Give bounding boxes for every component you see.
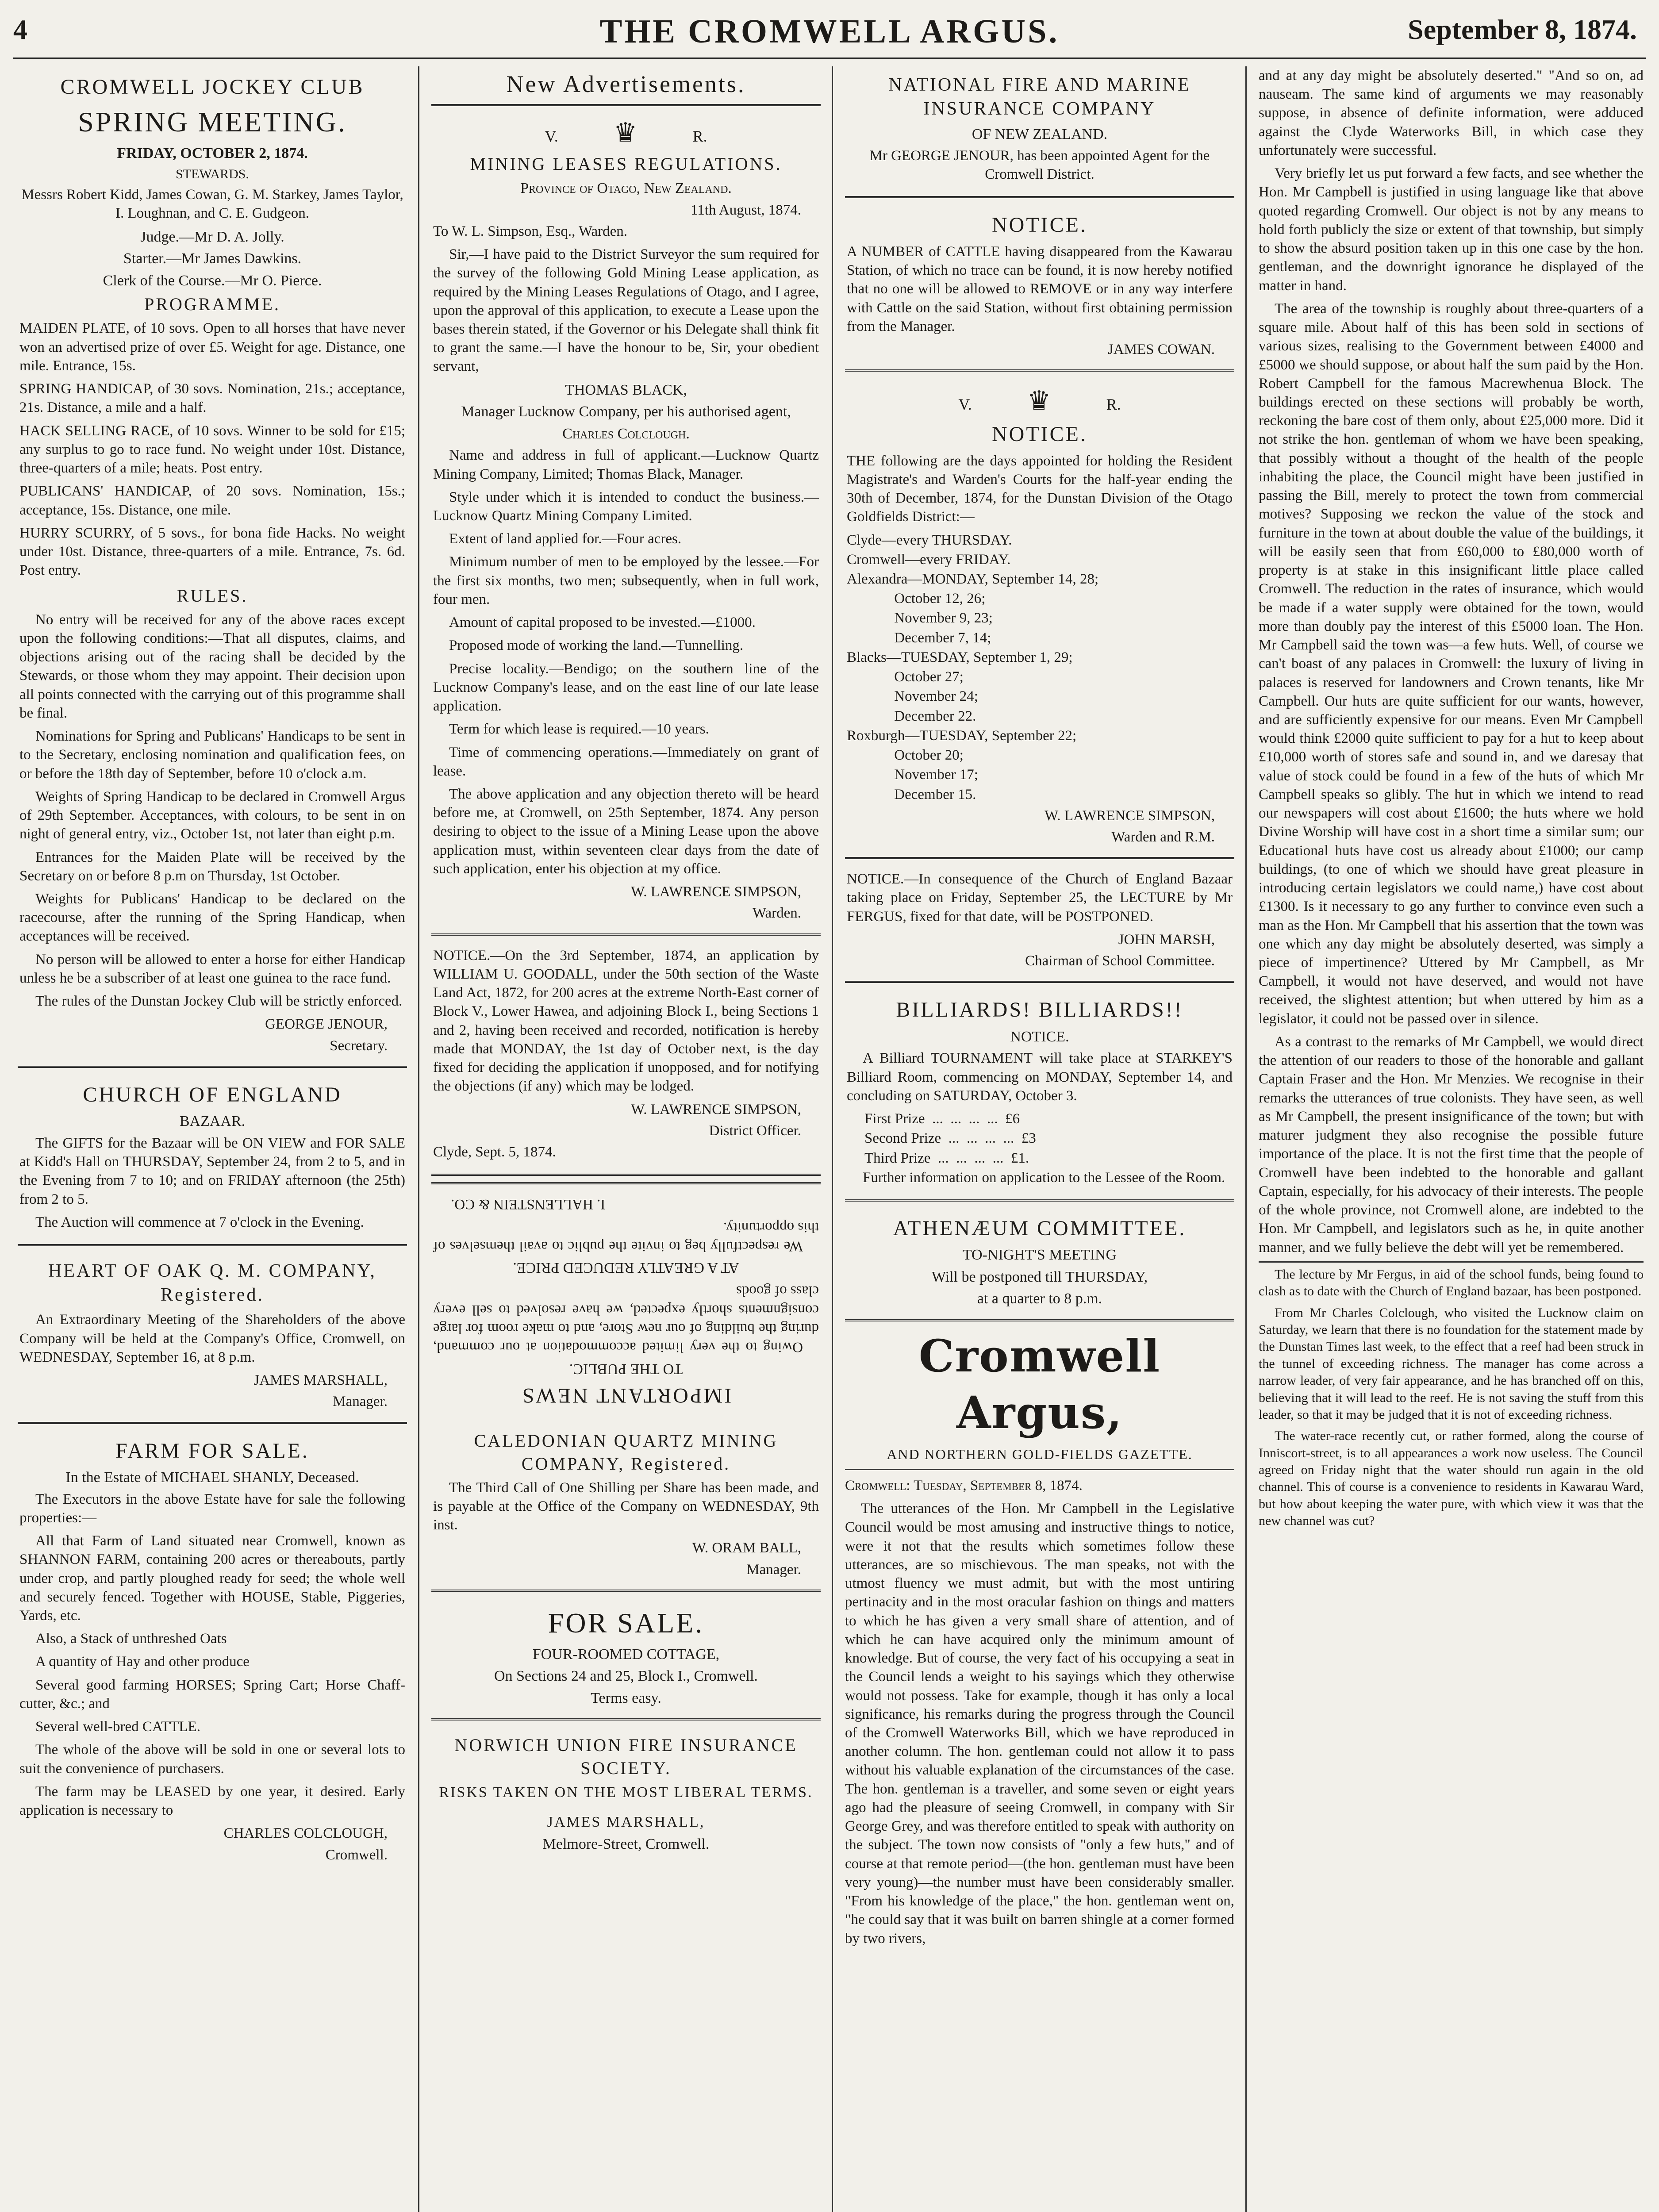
ad-body: NOTICE.—In consequence of the Church of England Bazaar taking place on Friday, September 25, the LECTURE by Mr FERGUS, fixed for that date, will be POSTPONED. <box>847 871 1233 925</box>
signature: W. LAWRENCE SIMPSON, <box>631 1101 801 1118</box>
schedule-row: Roxburgh—TUESDAY, September 22; <box>847 727 1077 744</box>
schedule-row: December 22. <box>847 708 976 724</box>
column-rule <box>832 66 833 2212</box>
ad-title: CHURCH OF ENGLAND <box>83 1083 342 1106</box>
property-item: Also, a Stack of unthreshed Oats <box>35 1631 227 1647</box>
crest-letter: R. <box>692 127 707 146</box>
signature-title: Chairman of School Committee. <box>1025 953 1215 969</box>
rule-paragraph: Weights of Spring Handicap to be declared in Cromwell Argus of 29th September. Acceptances, with colours, to be sent in on night of general entry, viz., October 1st, not later than eight p.m. <box>19 788 405 842</box>
ad-title: CALEDONIAN QUARTZ MINING COMPANY, Registered. <box>474 1431 778 1474</box>
province-line: Province of Otago, New Zealand. <box>520 180 732 197</box>
column-rule <box>418 66 419 2212</box>
newspaper-title: THE CROMWELL ARGUS. <box>599 13 1060 50</box>
stewards-label: STEWARDS. <box>176 166 249 181</box>
crest-letter: R. <box>1106 396 1121 414</box>
ad-body: The Executors in the above Estate have for sale the following properties:— <box>19 1491 405 1526</box>
signature-title: District Officer. <box>709 1122 801 1139</box>
page-header <box>13 9 1646 59</box>
schedule-row: November 9, 23; <box>847 610 993 626</box>
lease-field: Time of commencing operations.—Immediately on grant of lease. <box>433 744 819 779</box>
royal-crest <box>433 116 819 150</box>
schedule-row: November 17; <box>847 767 978 783</box>
mining-leases-ad <box>431 110 821 936</box>
ad-line: RISKS TAKEN ON THE MOST LIBERAL TERMS. <box>439 1784 813 1801</box>
signature: JOHN MARSH, <box>1118 931 1215 948</box>
ad-title: NATIONAL FIRE AND MARINE INSURANCE COMPANY <box>888 75 1191 119</box>
meeting-date: FRIDAY, OCTOBER 2, 1874. <box>117 145 308 162</box>
signature-title: Warden. <box>752 905 801 922</box>
ad-line: at a quarter to 8 p.m. <box>977 1290 1102 1307</box>
race-entry: PUBLICANS' HANDICAP, of 20 sovs. Nomination, 15s.; acceptance, 15s. Distance, one mile. <box>19 483 405 518</box>
rule-paragraph: No person will be allowed to enter a horse for either Handicap unless he be a subscriber of at least one guinea to the race fund. <box>19 951 405 986</box>
schedule-row: November 24; <box>847 688 978 705</box>
signature: W. LAWRENCE SIMPSON, <box>631 884 801 900</box>
section-heading: New Advertisements. <box>431 69 821 106</box>
clerk-line: Clerk of the Course.—Mr O. Pierce. <box>103 272 322 289</box>
rule-paragraph: Weights for Publicans' Handicap to be declared on the racecourse, after the running of the Spring Handicap, when acceptances will be received. <box>19 891 405 945</box>
rule-paragraph: Nominations for Spring and Publicans' Handicaps to be sent in to the Secretary, enclosing nomination and qualification fees, on or before the 18th day of September, before 10 o'clock a.m. <box>19 728 405 782</box>
newspaper-masthead: Cromwell Argus, <box>918 1330 1161 1439</box>
for-sale-ad <box>431 1598 821 1720</box>
ad-title: ATHENÆUM COMMITTEE. <box>893 1217 1187 1240</box>
national-insurance-ad <box>845 66 1234 198</box>
signature-title: Secretary. <box>330 1037 388 1054</box>
ad-emphasis: AT A GREATLY REDUCED PRICE. <box>513 1260 739 1276</box>
ad-body: The above application and any objection thereto will be heard before me, at Cromwell, on 25th September, 1874. Any person desiring to object to the issue of a Mining Lease upon the above application must, within seventeen clear days from the date of such application, enter his objection at my office. <box>433 786 819 877</box>
ad-heading: SPRING MEETING. <box>78 106 347 138</box>
editorial-paragraph: and at any day might be absolutely deserted." "And so on, ad nauseam. The same kind of arguments we may reasonably suppose, in absence of definite information, were adduced against the Clyde Waterworks Bill, in which case they unfortunately were successful. <box>1259 68 1644 158</box>
ad-title: NOTICE. <box>992 213 1087 237</box>
ad-subtitle: BAZAAR. <box>179 1113 246 1130</box>
important-news-ad-inverted <box>431 1182 821 1416</box>
signature-agent: Charles Colclough. <box>562 425 690 442</box>
ad-line: TO-NIGHT'S MEETING <box>962 1247 1117 1263</box>
schedule-row: October 20; <box>847 747 964 764</box>
norwich-union-ad <box>431 1727 821 1864</box>
ad-title: BILLIARDS! BILLIARDS!! <box>896 998 1183 1022</box>
ad-subtitle: OF NEW ZEALAND. <box>972 126 1108 142</box>
prize-row: First Prize ... ... ... ... £6 <box>864 1111 1020 1127</box>
billiards-ad <box>845 989 1234 1202</box>
prize-row: Third Prize ... ... ... ... £1. <box>864 1150 1029 1166</box>
ad-title: FARM FOR SALE. <box>115 1439 309 1463</box>
caledonian-ad <box>431 1422 821 1592</box>
signature-title: Manager Lucknow Company, per his authorised agent, <box>461 403 791 420</box>
schedule-row: Alexandra—MONDAY, September 14, 28; <box>847 571 1099 587</box>
prize-row: Second Prize ... ... ... ... £3 <box>864 1130 1036 1147</box>
schedule-row: December 15. <box>847 786 976 803</box>
ad-body: The farm may be LEASED by one year, it desired. Early application is necessary to <box>19 1783 405 1819</box>
lease-field: Style under which it is intended to conduct the business.—Lucknow Quartz Mining Company Limited. <box>433 489 819 524</box>
ad-line: Will be postponed till THURSDAY, <box>931 1268 1148 1285</box>
royal-crest <box>847 384 1233 418</box>
ad-body: The Auction will commence at 7 o'clock in the Evening. <box>35 1214 364 1230</box>
crest-letter: V. <box>958 396 972 414</box>
column-rule <box>1245 66 1247 2212</box>
ad-subtitle: NOTICE. <box>1010 1028 1069 1045</box>
ad-title: MINING LEASES REGULATIONS. <box>470 154 782 174</box>
jockey-club-ad <box>18 66 407 1068</box>
lecture-notice <box>845 865 1234 983</box>
letter-date: 11th August, 1874. <box>691 202 801 218</box>
property-item: All that Farm of Land situated near Cromwell, known as SHANNON FARM, containing 200 acres or thereabouts, partly under crop, and partly ploughed ready for seed; the whole well and securely fenced. Together with HOUSE, Stable, Piggeries, Yards, etc. <box>19 1533 405 1624</box>
signature: JAMES MARSHALL, <box>253 1372 388 1389</box>
signature-title: Manager. <box>746 1561 801 1578</box>
issue-date: September 8, 1874. <box>1408 14 1637 45</box>
lease-field: Term for which lease is required.—10 years. <box>449 721 709 737</box>
schedule-row: Blacks—TUESDAY, September 1, 29; <box>847 649 1073 665</box>
ad-title: CROMWELL JOCKEY CLUB <box>60 75 365 99</box>
ad-body: Owing to the very limited accommodation at our command, during the building of our new Store, and to make room for large consignments shortly expected, we have resolved to sell every class of goods <box>433 1283 819 1356</box>
rule-paragraph: No entry will be received for any of the above races except upon the following conditions:—That all disputes, claims, and objections arising out of the racing shall be decided by the Stewards, or those whom they may appoint. Their decision upon all points connected with the carrying out of this programme shall be final. <box>19 611 405 721</box>
editorial-paragraph: As a contrast to the remarks of Mr Campbell, we would direct the attention of our readers to those of the honorable and gallant Captain Fraser and the Hon. Mr Menzies. We recognise in their remarks the utterances of true colonists. They have seen, as well as Mr Campbell, the present insignificance of the town; but with maturer judgment they also recognise the possible future importance of the place. It is not the first time that the people of Cromwell have been indebted to the honorable and gallant Captain, especially, for his advocacy of their interests. The people of the whole province, not Cromwell alone, are indebted to the Hon. Mr Campbell, and legislators such as he, in quite another manner, and we fully believe the debt will yet be remembered. <box>1259 1033 1644 1256</box>
schedule-row: October 12, 26; <box>847 591 986 607</box>
court-schedule <box>847 531 1233 804</box>
signature: I. HALLENSTEIN & CO. <box>451 1196 606 1213</box>
ad-subtitle: TO THE PUBLIC. <box>569 1360 683 1377</box>
property-item: Several well-bred CATTLE. <box>35 1719 200 1735</box>
race-entry: HURRY SCURRY, of 5 sovs., for bona fide Hacks. No weight under 10st. Distance, three-quarters of a mile. Entrance, 7s. 6d. Post entry. <box>19 525 405 579</box>
ad-line: On Sections 24 and 25, Block I., Cromwell. <box>494 1668 758 1685</box>
race-entry: SPRING HANDICAP, of 30 sovs. Nomination, 21s.; acceptance, 21s. Distance, a mile and a half. <box>19 381 405 416</box>
ad-body: The Third Call of One Shilling per Share has been made, and is payable at the Office of the Company on WEDNESDAY, 9th inst. <box>433 1479 819 1533</box>
lease-field: Extent of land applied for.—Four acres. <box>449 531 682 547</box>
programme-heading: PROGRAMME. <box>144 294 280 315</box>
ad-body: Further information on application to the Lessee of the Room. <box>863 1169 1225 1186</box>
news-note: The lecture by Mr Fergus, in aid of the school funds, being found to clash as to date with the Church of England bazaar, has been postponed. <box>1259 1267 1644 1299</box>
farm-for-sale-ad <box>18 1430 407 1875</box>
property-item: Several good farming HORSES; Spring Cart; Horse Chaff-cutter, &c.; and <box>19 1677 405 1712</box>
schedule-row: December 7, 14; <box>847 630 991 646</box>
starter-line: Starter.—Mr James Dawkins. <box>123 250 302 267</box>
ad-body: THE following are the days appointed for holding the Resident Magistrate's and Warden's Courts for the half-year ending the 30th of December, 1874, for the Dunstan Division of the Otago Goldfields District:— <box>847 453 1233 525</box>
ad-body: A Billiard TOURNAMENT will take place at STARKEY'S Billiard Room, commencing on MONDAY, September 14, and concluding on SATURDAY, October 3. <box>847 1050 1233 1104</box>
ad-title: NOTICE. <box>992 422 1087 446</box>
ad-body: An Extraordinary Meeting of the Shareholders of the above Company will be held at the Company's Office, Cromwell, on WEDNESDAY, September 16, at 8 p.m. <box>19 1312 405 1365</box>
crown-icon: ♛ <box>613 118 637 148</box>
ad-body: We respectfully beg to invite the public to avail themselves of this opportunity. <box>433 1219 819 1254</box>
masthead-subtitle: AND NORTHERN GOLD-FIELDS GAZETTE. <box>845 1445 1234 1470</box>
rule-paragraph: Entrances for the Maiden Plate will be received by the Secretary on or before 8 p.m on Thursday, 1st October. <box>19 849 405 884</box>
page-number: 4 <box>13 14 27 45</box>
lease-field: Precise locality.—Bendigo; on the southern line of the Lucknow Company's lease, and on the east line of our late lease application. <box>433 661 819 714</box>
schedule-row: Clyde—every THURSDAY. <box>847 532 1012 548</box>
crest-letter: V. <box>545 127 558 146</box>
news-note: The water-race recently cut, or rather formed, along the course of Inniscort-street, is to all appearances a work now useless. The Council agreed on Friday night that the water should run again in the old channel. This of course is a convenience to residents in Kawarau Ward, but how about keeping the water pure, with which view it was that the new channel was cut? <box>1259 1429 1644 1528</box>
signature: JAMES COWAN. <box>1107 342 1215 358</box>
stewards-list: Messrs Robert Kidd, James Cowan, G. M. Starkey, James Taylor, I. Loughnan, and C. E. Gudgeon. <box>21 187 403 222</box>
signature-title: Warden and R.M. <box>1111 829 1215 845</box>
property-item: A quantity of Hay and other produce <box>35 1654 250 1670</box>
signature: THOMAS BLACK, <box>565 381 687 398</box>
lease-field: Minimum number of men to be employed by the lessee.—For the first six months, two men; subsequently, when in full work, four men. <box>433 554 819 607</box>
ad-body: Sir,—I have paid to the District Surveyor the sum required for the survey of the following Gold Mining Lease application, as required by the Mining Leases Regulations of Otago, and I agree, upon the approval of this application, to execute a Lease upon the bases therein stated, if the Governor or his Delegate shall think fit to grant the same.—I have the honour to be, Sir, your obedient servant, <box>433 246 819 375</box>
signature-place: Cromwell. <box>325 1847 388 1863</box>
editorial-paragraph: The area of the township is roughly about three-quarters of a square mile. About half of this has been sold in sections of various sizes, realising to the Government between £4000 and £5000 we should suppose, or about half the sum paid by the Hon. Robert Campbell for the famous Macrewhenua Block. The buildings erected on these sections will probably be worth, reckoning the bare cost of them only, about £25,000 more. Did it not strike the hon. gentleman of whom we have been speaking, that possibly without a thought of the health of the people inhabiting the place, the Council might have been justified in passing the Bill, merely to protect the town from commercial motives? Supposing we reckon the value of the stock and furniture in the town at about double the value of the buildings, it will be easily seen that from £60,000 to £80,000 worth of property is at stake in this insignificant little place called Cromwell. The reduction in the rates of insurance, which would be made if a water supply were obtained for the town, would more than doubly pay the interest of this £5000 loan. The Hon. Mr Campbell said the town was—a few huts. Well, of course we can't boast of any palaces in Cromwell: the luxury of living in palaces is reserved for landowners and Crown tenants, like Mr Campbell. Our huts are quite sufficient for our wants, however, and are sufficiently expensive for our means. Even Mr Campbell would think £2000 quite sufficient to pay for a hut to keep about £10,000 worth of stores safe and sound in, and we daresay that value of stock could be found in a few of the huts of which Mr Campbell speaks so glibly. The hut in which we intend to read our newspapers will cost about £1600; the huts where we hold Divine Worship will have cost in a short time a similar sum; our Educational huts have cost us already about £1000; our camp buildings, (to one of which we should have great pleasure in introducing certain legislators we could name,) have cost about £1300. Is it necessary to go any further to convince even such a man as the Hon. Mr Campbell that his assertion that the town was one which any day might be absolutely deserted, was simply a piece of impertinence? Uttered by Mr Campbell, as Mr Campbell, it would not have deserved, and would not have received, the slightest attention; but when uttered by him as a legislator, it could not be passed over in silence. <box>1259 300 1644 1027</box>
editorial-paragraph: The utterances of the Hon. Mr Campbell in the Legislative Council would be most amusing and instructive things to notice, were it not that the results which sometimes follow these utterances, are so mischievous. The man speaks, not with the utmost fluency we must admit, but with the most untiring pertinacity and in the most oracular fashion on things and matters to which he has given a very small share of attention, and of which he can have acquired only the minimum amount of knowledge. But of course, the very fact of his occupying a seat in the Council lends a weight to his sayings which they otherwise would not possess. Take for example, though it has only a local significance, his remarks during the progress through the Council of the Cromwell Waterworks Bill, which we have reproduced in another column. The hon. gentleman could not allow it to pass without his valuable explanation of the circumstances of the case. The hon. gentleman is a traveller, and some seven or eight years ago had the pleasure of seeing Cromwell, in company with Sir George Grey, and was therefore entitled to speak with authority on the subject. The town now consists of "only a few huts," and of course at that remote period—(the hon. gentleman must have been very young)—the number must have been considerably smaller. "From his knowledge of the place," the hon. gentleman went on, "he could say that it was built on barren shingle at a corner formed by two rivers, <box>845 1501 1234 1947</box>
signature: CHARLES COLCLOUGH, <box>223 1825 388 1842</box>
estate-line: In the Estate of MICHAEL SHANLY, Deceased. <box>65 1469 359 1486</box>
news-note: From Mr Charles Colclough, who visited the Lucknow claim on Saturday, we learn that there is no foundation for the statement made by the Dunstan Times last week, to the effect that a reef had been struck in the tunnel of exceeding richness. The manager has come across a narrow leader, of very fair appearance, and he has branched off on this, believing that it will lead to the reef. He is not saving the stuff from this leader, so that it may be judged that it is not of exceeding richness. <box>1259 1305 1644 1422</box>
ad-title: NORWICH UNION FIRE INSURANCE SOCIETY. <box>454 1735 798 1778</box>
editorial-paragraph: Very briefly let us put forward a few facts, and see whether the Hon. Mr Campbell is justified in using language like that above quoted regarding Cromwell. Our object is not by any means to hold forth publicly the size or extent of that township, but simply to show the absurd position taken up in this one case by the hon. gentleman, and the downright ignorance he displayed of the matter in hand. <box>1259 165 1644 294</box>
lease-field: Name and address in full of applicant.—Lucknow Quartz Mining Company, Limited; Thomas Black, Manager. <box>433 447 819 482</box>
ad-body: The whole of the above will be sold in one or several lots to suit the convenience of purchasers. <box>19 1742 405 1777</box>
signature: JAMES MARSHALL, <box>547 1814 705 1831</box>
race-entry: HACK SELLING RACE, of 10 sovs. Winner to be sold for £15; any surplus to go to race fund. No weight under 10st. Distance, three-quarters of a mile; heats. Post entry. <box>19 422 405 476</box>
waste-land-notice <box>431 942 821 1176</box>
signature: GEORGE JENOUR, <box>265 1016 388 1033</box>
local-notes <box>1259 1261 1644 1530</box>
cattle-notice <box>845 204 1234 372</box>
addressee: To W. L. Simpson, Esq., Warden. <box>433 223 628 239</box>
ad-body: The GIFTS for the Bazaar will be ON VIEW and FOR SALE at Kidd's Hall on THURSDAY, September 24, from 2 to 5, and in the Evening from 7 to 10; and on FRIDAY afternoon (the 25th) from 2 to 5. <box>19 1135 405 1207</box>
signature-title: Manager. <box>333 1394 388 1410</box>
column-4 <box>1259 66 1644 2212</box>
ad-line: Terms easy. <box>591 1690 661 1706</box>
schedule-row: October 27; <box>847 669 964 685</box>
ad-title: FOR SALE. <box>548 1607 704 1639</box>
heart-of-oak-ad <box>18 1252 407 1424</box>
signature: W. ORAM BALL, <box>692 1540 801 1556</box>
lease-field: Amount of capital proposed to be invested.—£1000. <box>449 614 756 631</box>
rule-paragraph: The rules of the Dunstan Jockey Club will be strictly enforced. <box>35 993 403 1010</box>
ad-body: A NUMBER of CATTLE having disappeared from the Kawarau Station, of which no trace can be found, it is now hereby notified that no one will be allowed to REMOVE or in any way interfere with Cattle on the said Station, without first obtaining permission from the Manager. <box>847 243 1233 334</box>
bazaar-ad <box>18 1074 407 1246</box>
column-2 <box>431 66 821 2212</box>
ad-title: HEART OF OAK Q. M. COMPANY, Registered. <box>48 1260 376 1305</box>
rules-heading: RULES. <box>177 585 248 606</box>
signature: W. LAWRENCE SIMPSON, <box>1045 807 1215 824</box>
ad-title: IMPORTANT NEWS <box>520 1384 732 1408</box>
ad-body: Mr GEORGE JENOUR, has been appointed Agent for the Cromwell District. <box>869 148 1210 183</box>
column-1 <box>18 66 407 2212</box>
race-entry: MAIDEN PLATE, of 10 sovs. Open to all horses that have never won an advertised prize of over £5. Weight for age. Distance, one mile. Entrance, 15s. <box>19 320 405 374</box>
column-3 <box>845 66 1234 2212</box>
address: Melmore-Street, Cromwell. <box>542 1836 710 1852</box>
editorial-dateline: Cromwell: Tuesday, September 8, 1874. <box>845 1477 1083 1494</box>
place-date: Clyde, Sept. 5, 1874. <box>433 1144 556 1160</box>
ad-body: NOTICE.—On the 3rd September, 1874, an application by WILLIAM U. GOODALL, under the 50th section of the Waste Land Act, 1872, for 200 acres at the extreme North-East corner of Block V., Lower Hawea, and adjoining Block I., being Sections 1 and 2, having been received and recorded, notification is hereby made that MONDAY, the 1st day of October next, is the day fixed for deciding the application if unopposed, and for notifying the objections (if any) which may be lodged. <box>433 947 819 1094</box>
judge-line: Judge.—Mr D. A. Jolly. <box>140 228 284 245</box>
courts-notice <box>845 378 1234 859</box>
athenaeum-ad <box>845 1208 1234 1321</box>
lease-field: Proposed mode of working the land.—Tunnelling. <box>449 637 744 654</box>
ad-line: FOUR-ROOMED COTTAGE, <box>532 1646 720 1663</box>
schedule-row: Cromwell—every FRIDAY. <box>847 551 1011 568</box>
crown-icon: ♛ <box>1027 386 1051 416</box>
